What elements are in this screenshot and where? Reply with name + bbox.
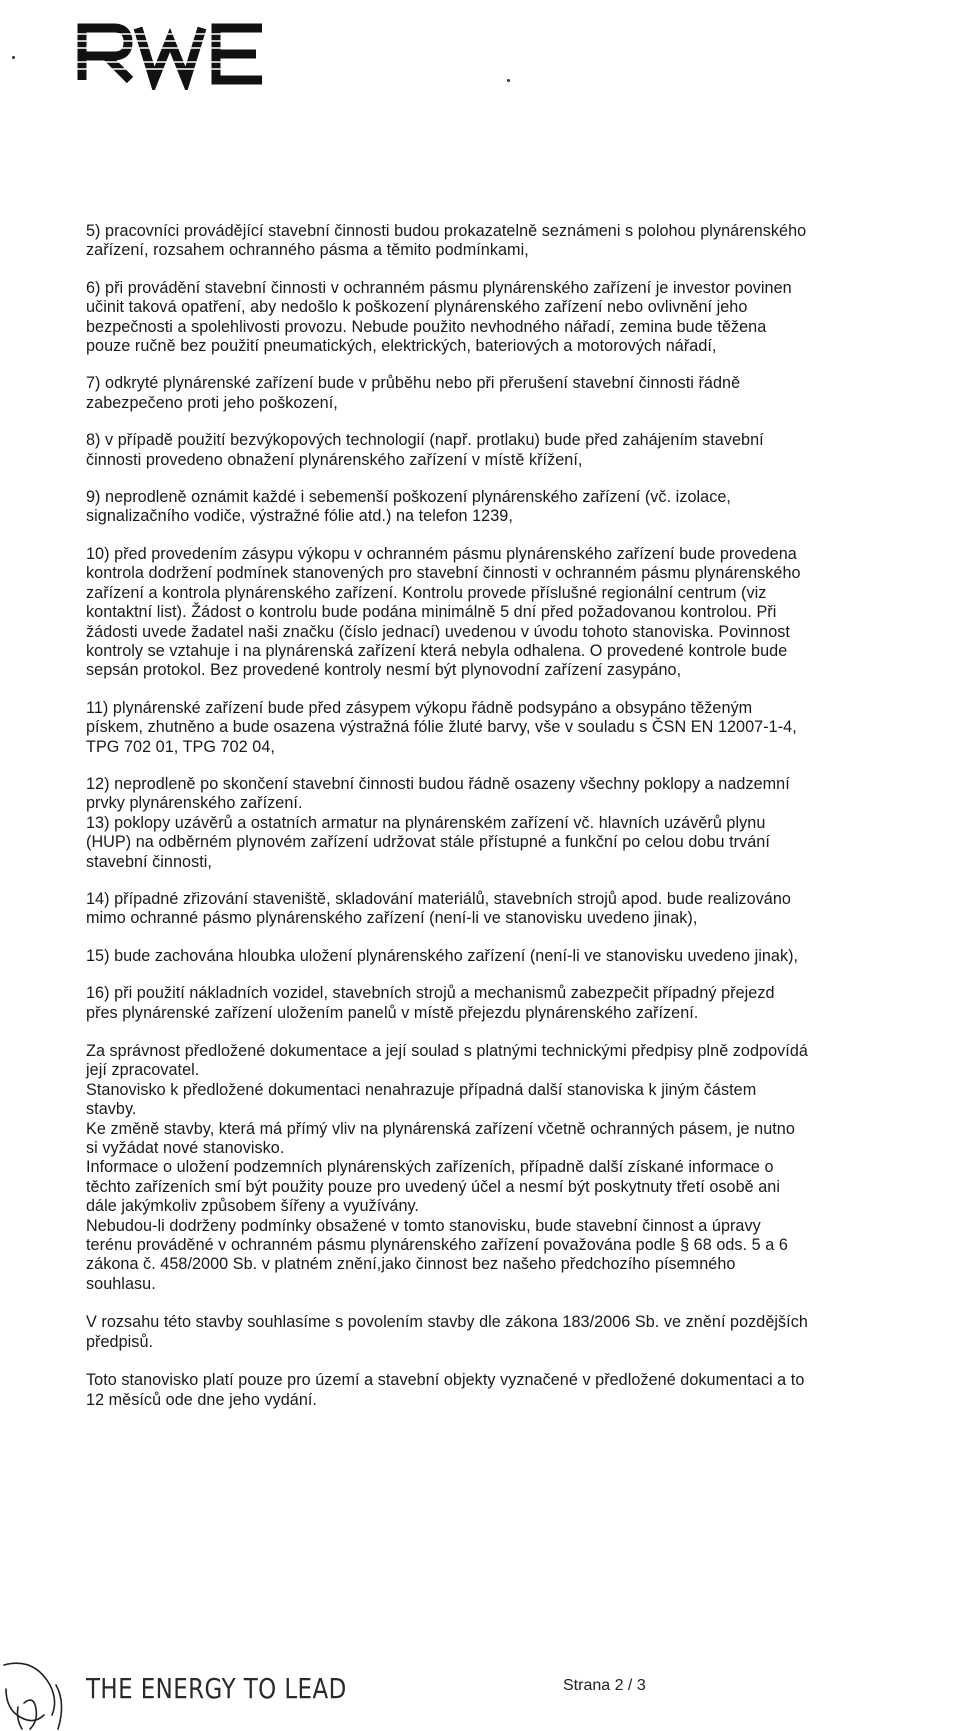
scan-artifact [507, 79, 510, 82]
tagline: THE ENERGY TO LEAD [86, 1672, 347, 1705]
paragraph: Ke změně stavby, která má přímý vliv na plynárenská zařízení včetně ochranných pásem, je nutno si vyžádat nové stanovisko. [86, 1119, 795, 1158]
paragraph: Stanovisko k předložené dokumentaci nenahrazuje případná další stanoviska k jiným částem stavby. [86, 1080, 757, 1119]
energy-flame-icon [0, 1655, 74, 1731]
paragraph: 8) v případě použití bezvýkopových technologií (např. protlaku) bude před zahájením stavební činnosti provedeno obnažení plynárenského zařízení v místě křížení, [86, 431, 764, 469]
paragraph: 10) před provedením zásypu výkopu v ochranném pásmu plynárenského zařízení bude provedena kontrola dodržení podmínek stanovených pro stavební činnosti v ochranném pásmu plynárenského zařízení a kontrola plynárenského zařízení. Kontrolu provede příslušné regionální centrum (viz kontaktní list). Žádost o kontrolu bude podána minimálně 5 dní před požadovanou kontrolou. Při žádosti uvede žadatel naši značku (číslo jednací) uvedenou v úvodu tohoto stanoviska. Povinnost kontroly se vztahuje i na plynárenská zařízení která nebyla odhalena. O provedené kontrole bude sepsán protokol. Bez provedené kontroly nesmí být plynovodní zařízení zasypáno, [86, 544, 801, 680]
paragraph: Informace o uložení podzemních plynárenských zařízeních, případně další získané informace o těchto zařízeních smí být použity pouze pro uvedený účel a nesmí být poskytnuty třetí osobě ani dále jakýmkoliv způsobem šířeny a využívány. [86, 1158, 780, 1216]
paragraph: Nebudou-li dodrženy podmínky obsažené v tomto stanovisku, bude stavební činnost a úpravy terénu prováděné v ochranném pásmu plynárenského zařízení považována podle § 68 ods. 5 a 6 zákona č. 458/2000 Sb. v platném znění,jako činnost bez našeho předchozího písemného souhlasu. [86, 1216, 788, 1293]
rwe-logo-graphic [76, 18, 276, 90]
paragraph: 16) při použití nákladních vozidel, stavebních strojů a mechanismů zabezpečit případný přejezd přes plynárenské zařízení uložením panelů v místě přejezdu plynárenského zařízení. [86, 984, 775, 1022]
page-number: Strana 2 / 3 [563, 1677, 646, 1694]
scan-artifact [12, 56, 15, 59]
paragraph: 9) neprodleně oznámit každé i sebemenší poškození plynárenského zařízení (vč. izolace, signalizačního vodiče, výstražné fólie atd.) na telefon 1239, [86, 488, 731, 526]
document-body [86, 222, 948, 1410]
rwe-logo [76, 18, 276, 90]
paragraph: 7) odkryté plynárenské zařízení bude v průběhu nebo při přerušení stavební činnosti řádně zabezpečeno proti jeho poškození, [86, 374, 741, 412]
paragraph: 14) případné zřizování staveniště, skladování materiálů, stavebních strojů apod. bude realizováno mimo ochranné pásmo plynárenského zařízení (není-li ve stanovisku uvedeno jinak), [86, 889, 791, 928]
paragraph: 15) bude zachována hloubka uložení plynárenského zařízení (není-li ve stanovisku uvedeno jinak), [86, 946, 799, 965]
paragraph: 13) poklopy uzávěrů a ostatních armatur na plynárenském zařízení vč. hlavních uzávěrů plynu (HUP) na odběrném plynovém zařízení udržovat stále přístupné a funkční po celou dobu trvání stavební činnosti, [86, 813, 770, 871]
paragraph: 5) pracovníci provádějící stavební činnosti budou prokazatelně seznámeni s polohou plynárenského zařízení, rozsahem ochranného pásma a těmito podmínkami, [86, 222, 807, 260]
paragraph: 12) neprodleně po skončení stavební činnosti budou řádně osazeny všechny poklopy a nadzemní prvky plynárenského zařízení. [86, 774, 790, 813]
paragraph: V rozsahu této stavby souhlasíme s povolením stavby dle zákona 183/2006 Sb. ve znění pozdějších předpisů. [86, 1313, 808, 1351]
paragraph: Za správnost předložené dokumentace a její soulad s platnými technickými předpisy plně zodpovídá její zpracovatel. [86, 1042, 808, 1080]
paragraph: 11) plynárenské zařízení bude před zásypem výkopu řádně podsypáno a obsypáno těženým pískem, zhutněno a bude osazena výstražná fólie žluté barvy, vše v souladu s ČSN EN 12007-1-4, TPG 702 01, TPG 702 04, [86, 698, 797, 756]
paragraph: Toto stanovisko platí pouze pro území a stavební objekty vyznačené v předložené dokumentaci a to 12 měsíců ode dne jeho vydání. [86, 1371, 805, 1409]
paragraph: 6) při provádění stavební činnosti v ochranném pásmu plynárenského zařízení je investor povinen učinit taková opatření, aby nedošlo k poškození plynárenského zařízení nebo ovlivnění jeho bezpečnosti a spolehlivosti provozu. Nebude použito nevhodného nářadí, zemina bude těžena pouze ručně bez použití pneumatických, elektrických, bateriových a motorových nářadí, [86, 278, 792, 356]
